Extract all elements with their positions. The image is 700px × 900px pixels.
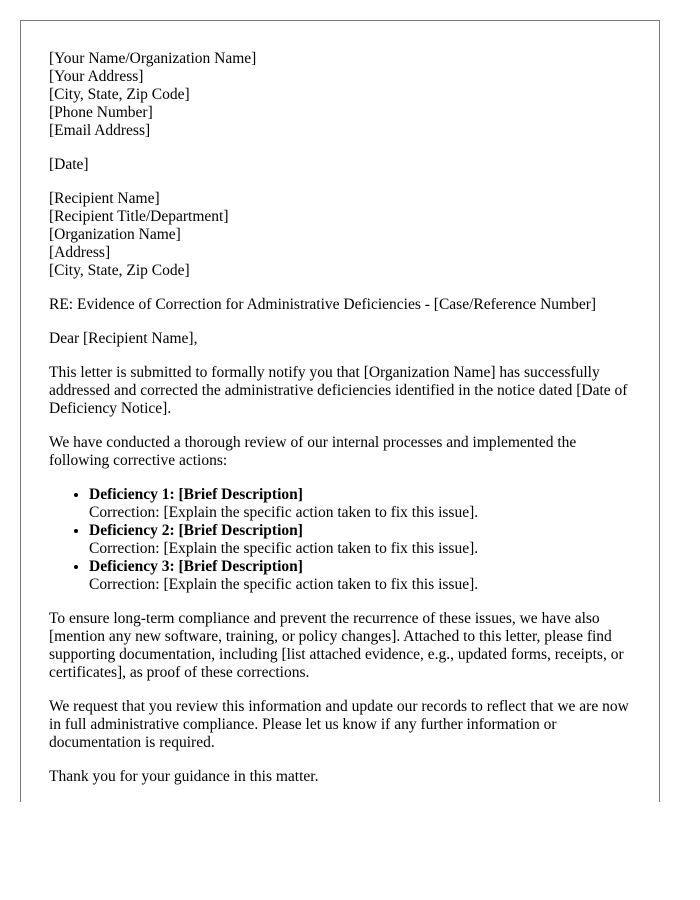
sender-address: [Your Address] <box>49 68 144 85</box>
recipient-block <box>49 190 637 280</box>
letter-page <box>20 20 660 802</box>
recipient-address: [Address] <box>49 244 111 261</box>
deficiency-correction: Correction: [Explain the specific action taken to fix this issue]. <box>89 504 479 521</box>
compliance-paragraph: To ensure long-term compliance and prevent the recurrence of these issues, we have also [mention any new software, training, or policy changes]. Attached to this letter, please find supporting documentation, including [list attached evidence, e.g., updated forms, receipts, or certificates], as proof of these corrections. <box>49 610 624 681</box>
deficiency-title: Deficiency 3: [Brief Description] <box>89 558 303 575</box>
sender-email: [Email Address] <box>49 122 151 139</box>
deficiency-title: Deficiency 2: [Brief Description] <box>89 522 303 539</box>
sender-city: [City, State, Zip Code] <box>49 86 190 103</box>
letter-body <box>49 50 637 802</box>
letter-date: [Date] <box>49 156 89 173</box>
recipient-name: [Recipient Name] <box>49 190 160 207</box>
salutation: Dear [Recipient Name], <box>49 330 198 347</box>
recipient-city: [City, State, Zip Code] <box>49 262 190 279</box>
list-item <box>89 522 637 558</box>
closing-paragraph: Thank you for your guidance in this matter. <box>49 768 319 785</box>
deficiency-correction: Correction: [Explain the specific action taken to fix this issue]. <box>89 576 479 593</box>
recipient-organization: [Organization Name] <box>49 226 181 243</box>
subject-line: RE: Evidence of Correction for Administrative Deficiencies - [Case/Reference Number] <box>49 296 597 313</box>
date-block <box>49 156 637 174</box>
sender-name: [Your Name/Organization Name] <box>49 50 257 67</box>
intro-paragraph: This letter is submitted to formally notify you that [Organization Name] has successfully addressed and corrected the administrative deficiencies identified in the notice dated [Date of Deficiency Notice]. <box>49 364 628 417</box>
review-paragraph: We have conducted a thorough review of our internal processes and implemented the following corrective actions: <box>49 434 577 469</box>
recipient-title: [Recipient Title/Department] <box>49 208 229 225</box>
deficiency-title: Deficiency 1: [Brief Description] <box>89 486 303 503</box>
sender-block <box>49 50 637 140</box>
deficiency-list <box>49 486 637 594</box>
request-paragraph: We request that you review this information and update our records to reflect that we are now in full administrative compliance. Please let us know if any further information or documentation is required. <box>49 698 629 751</box>
list-item <box>89 558 637 594</box>
deficiency-correction: Correction: [Explain the specific action taken to fix this issue]. <box>89 540 479 557</box>
list-item <box>89 486 637 522</box>
sender-phone: [Phone Number] <box>49 104 153 121</box>
